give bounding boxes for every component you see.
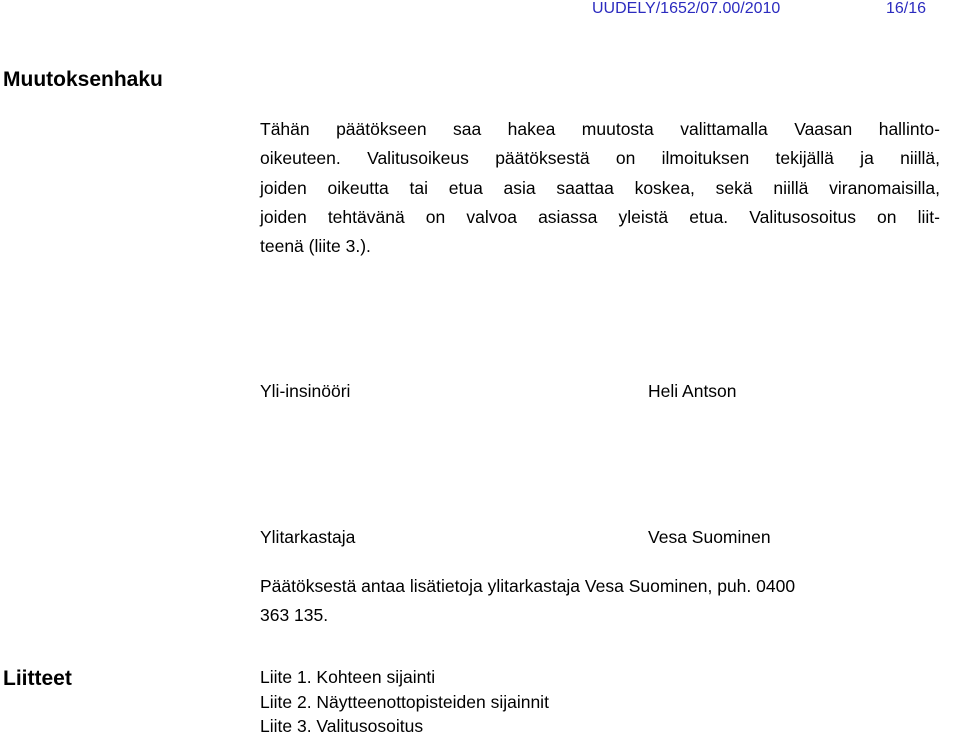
appeal-line: joiden oikeutta tai etua asia saattaa koskea, sekä niillä viranomaisilla, <box>260 177 940 198</box>
appeal-paragraph <box>260 115 940 261</box>
contact-line: 363 135. <box>260 605 329 626</box>
attachment-item: Liite 1. Kohteen sijainti <box>260 667 436 687</box>
attachment-item: Liite 2. Näytteenottopisteiden sijainnit <box>260 691 549 712</box>
appeal-line: Tähän päätökseen saa hakea muutosta valittamalla Vaasan hallinto- <box>260 119 940 139</box>
attachments-list <box>260 665 549 739</box>
document-id: UUDELY/1652/07.00/2010 <box>592 0 781 17</box>
signature-name: Heli Antson <box>648 381 737 401</box>
attachment-item: Liite 3. Valitusosoitus <box>260 716 424 736</box>
signature-title: Ylitarkastaja <box>260 527 356 547</box>
appeal-line: joiden tehtävänä on valvoa asiassa yleistä etua. Valitusosoitus on liit- <box>260 206 940 227</box>
contact-paragraph <box>260 572 940 631</box>
contact-line: Päätöksestä antaa lisätietoja ylitarkastaja Vesa Suominen, puh. 0400 <box>260 576 796 596</box>
appeal-line: oikeuteen. Valitusoikeus päätöksestä on ilmoituksen tekijällä ja niillä, <box>260 148 940 169</box>
attachments-heading: Liitteet <box>3 667 72 690</box>
page-number: 16/16 <box>886 0 927 17</box>
appeal-line: teenä (liite 3.). <box>260 236 371 257</box>
appeal-heading: Muutoksenhaku <box>3 68 163 91</box>
signature-name: Vesa Suominen <box>648 527 771 547</box>
signature-title: Yli-insinööri <box>260 381 351 401</box>
